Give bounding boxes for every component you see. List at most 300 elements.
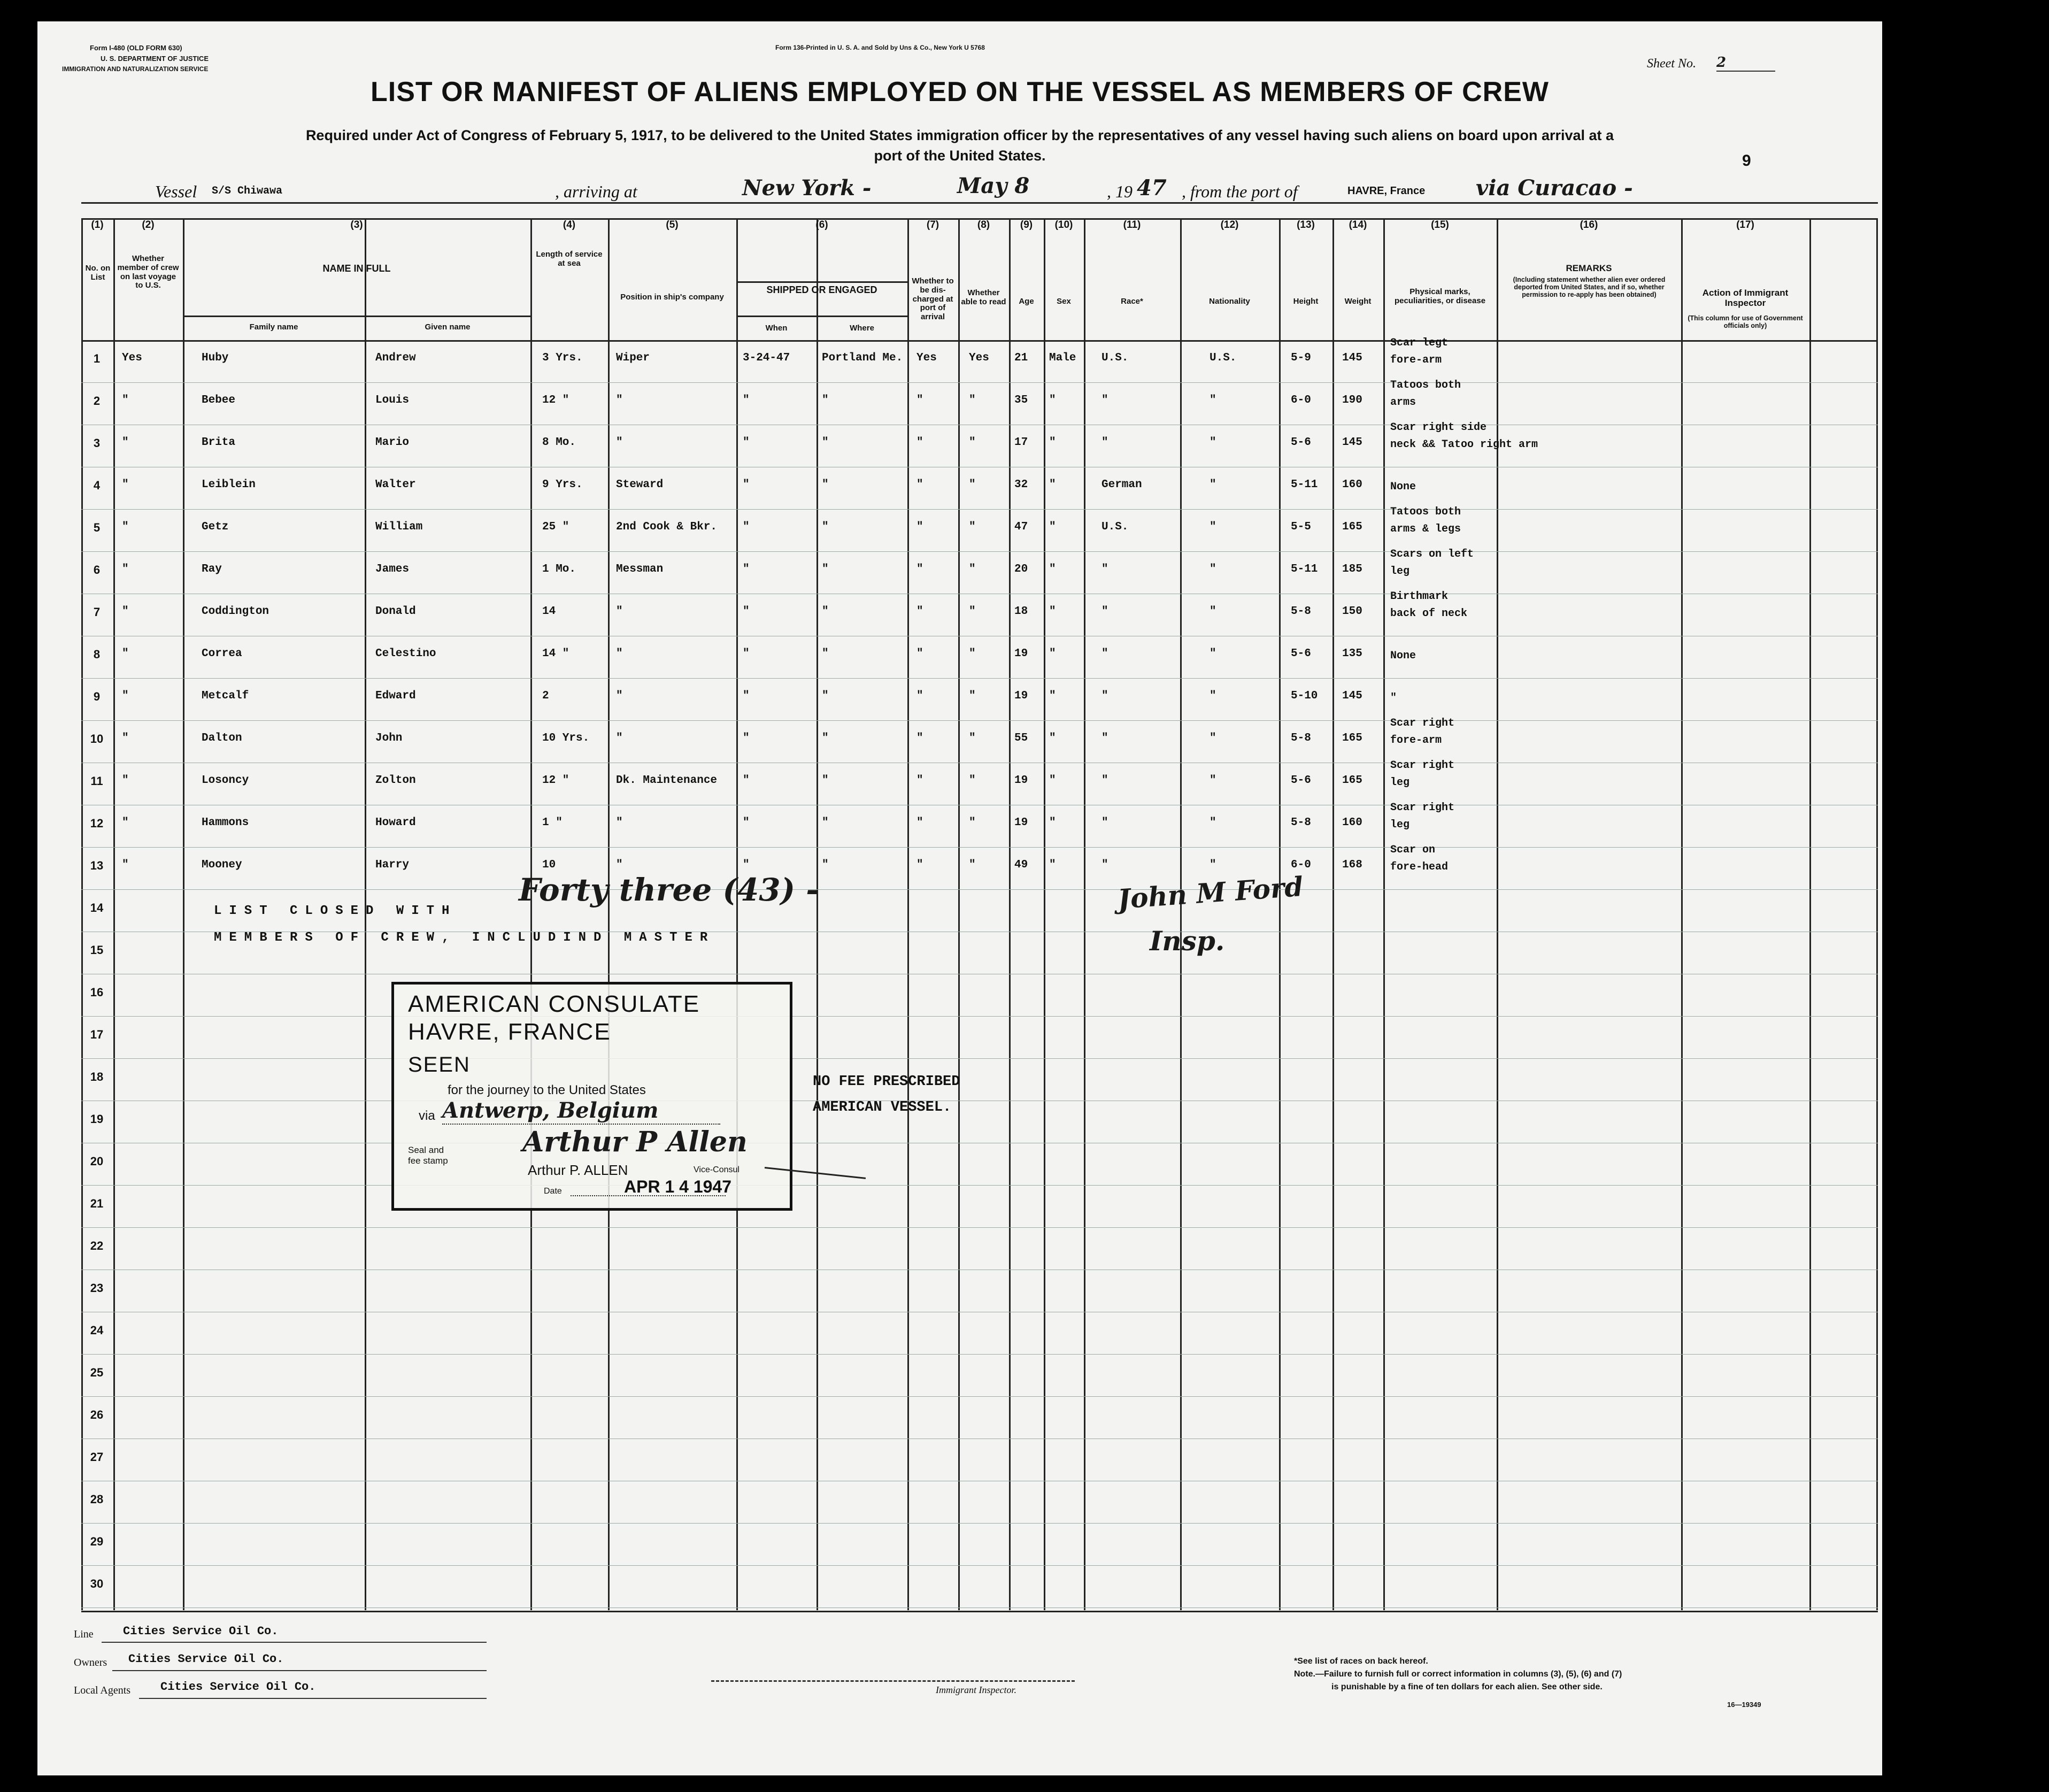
header-subrule xyxy=(736,316,907,317)
cell-weight: 165 xyxy=(1342,774,1362,787)
service-name: IMMIGRATION AND NATURALIZATION SERVICE xyxy=(62,65,209,73)
cell-read: " xyxy=(969,648,976,660)
cell-when: " xyxy=(743,563,750,575)
cell-sex: " xyxy=(1049,859,1056,871)
column-3-number: (3) xyxy=(350,219,363,230)
column-divider xyxy=(1383,218,1385,1610)
row-number: 17 xyxy=(90,1028,104,1041)
cell-given: James xyxy=(375,563,410,575)
cell-nat: " xyxy=(1210,774,1216,787)
cell-given: Edward xyxy=(375,690,416,702)
corner-mark: 9 xyxy=(1742,152,1751,170)
cell-weight: 145 xyxy=(1342,352,1362,364)
row-rule xyxy=(81,1354,1878,1355)
cell-position: " xyxy=(616,732,623,744)
footer-owners-rule xyxy=(112,1670,487,1671)
year-prefix: , 19 xyxy=(1107,182,1133,201)
inspector-title: Insp. xyxy=(1150,925,1225,957)
cell-crew: " xyxy=(122,479,129,491)
column-16-number: (16) xyxy=(1580,219,1598,230)
stamp-date-value: APR 1 4 1947 xyxy=(624,1177,732,1196)
cell-position: Wiper xyxy=(616,352,650,364)
cell-when: " xyxy=(743,479,750,491)
row-rule xyxy=(81,509,1878,510)
cell-position: 2nd Cook & Bkr. xyxy=(616,521,718,533)
row-rule xyxy=(81,1523,1878,1524)
cell-height: 5-6 xyxy=(1291,648,1311,660)
cell-service: 10 xyxy=(542,859,556,871)
row-number: 27 xyxy=(90,1450,104,1464)
column-divider xyxy=(1044,218,1045,1610)
cell-read: " xyxy=(969,859,976,871)
cell-when: " xyxy=(743,648,750,660)
cell-crew: " xyxy=(122,774,129,787)
column-17-header: Action of Immigrant Inspector xyxy=(1702,288,1789,309)
column-divider xyxy=(907,218,909,1610)
cell-disch: " xyxy=(916,859,923,871)
cell-where: " xyxy=(822,648,829,660)
row-number: 13 xyxy=(90,859,104,872)
cell-nat: " xyxy=(1210,732,1216,744)
cell-family: Leiblein xyxy=(202,479,256,491)
cell-family: Metcalf xyxy=(202,690,249,702)
cell-age: 20 xyxy=(1014,563,1028,575)
column-divider xyxy=(530,218,532,1610)
department-name: U. S. DEPARTMENT OF JUSTICE xyxy=(101,55,209,63)
column-14-header: Weight xyxy=(1344,297,1372,306)
stamp-via-label: via xyxy=(419,1109,435,1123)
row-rule xyxy=(81,382,1878,383)
cell-position: Steward xyxy=(616,479,664,491)
row-number: 25 xyxy=(90,1366,104,1379)
subtitle-line-1: Required under Act of Congress of February 5, 1917, to be delivered to the United States immigration officer by the representatives of any vessel having such aliens on board upon arrival at a xyxy=(305,127,1614,143)
column-3-header: NAME IN FULL xyxy=(322,263,391,274)
cell-read: " xyxy=(969,817,976,829)
column-divider xyxy=(81,218,83,1610)
cell-age: 19 xyxy=(1014,690,1028,702)
stamp-seen: SEEN xyxy=(408,1053,471,1076)
footer-inspector-label: Immigrant Inspector. xyxy=(936,1685,1016,1695)
stamp-date-label: Date xyxy=(544,1187,562,1196)
cell-family: Brita xyxy=(202,436,236,449)
cell-disch: " xyxy=(916,648,923,660)
cell-weight: 145 xyxy=(1342,690,1362,702)
row-number: 19 xyxy=(90,1112,104,1126)
column-9-number: (9) xyxy=(1020,219,1033,230)
cell-family: Correa xyxy=(202,648,242,660)
cell-physical-marks: Tatoos both xyxy=(1390,379,1461,391)
cell-service: 3 Yrs. xyxy=(542,352,583,364)
cell-when: " xyxy=(743,859,750,871)
cell-height: 5-8 xyxy=(1291,605,1311,618)
footer-line-value: Cities Service Oil Co. xyxy=(123,1625,279,1638)
column-16-header: REMARKS xyxy=(1566,263,1612,273)
cell-disch: Yes xyxy=(916,352,937,364)
stamp-officer-name: Arthur P. ALLEN xyxy=(528,1162,628,1178)
cell-family: Coddington xyxy=(202,605,269,618)
cell-nat: U.S. xyxy=(1210,352,1237,364)
cell-given: Donald xyxy=(375,605,416,618)
cell-physical-marks: Tatoos both xyxy=(1390,506,1461,518)
cell-disch: " xyxy=(916,605,923,618)
cell-crew: " xyxy=(122,859,129,871)
column-divider xyxy=(1681,218,1683,1610)
column-11-header: Race* xyxy=(1121,297,1143,306)
column-7-number: (7) xyxy=(926,219,939,230)
column-1-number: (1) xyxy=(91,219,104,230)
cell-height: 5-8 xyxy=(1291,817,1311,829)
cell-family: Getz xyxy=(202,521,229,533)
cell-position: " xyxy=(616,394,623,406)
column-6-header: SHIPPED OR ENGAGED xyxy=(766,284,877,295)
footer-races-note: *See list of races on back hereof. xyxy=(1294,1657,1428,1666)
column-6-number: (6) xyxy=(815,219,828,230)
cell-race: U.S. xyxy=(1101,521,1129,533)
arrival-year: 47 xyxy=(1137,175,1167,201)
footer-owners-label: Owners xyxy=(74,1657,107,1668)
cell-disch: " xyxy=(916,774,923,787)
cell-when: " xyxy=(743,521,750,533)
cell-disch: " xyxy=(916,394,923,406)
row-number: 9 xyxy=(93,690,101,703)
column-3-family-subheader: Family name xyxy=(249,322,298,332)
column-divider xyxy=(736,218,738,1610)
column-14-number: (14) xyxy=(1349,219,1367,230)
cell-where: " xyxy=(822,394,829,406)
cell-given: John xyxy=(375,732,403,744)
row-number: 21 xyxy=(90,1197,104,1210)
stamp-city: HAVRE, FRANCE xyxy=(408,1019,611,1045)
cell-height: 5-6 xyxy=(1291,774,1311,787)
column-5-number: (5) xyxy=(666,219,679,230)
cell-sex: Male xyxy=(1049,352,1076,364)
cell-physical-marks: Scar right xyxy=(1390,717,1455,729)
footer-line-rule xyxy=(102,1642,487,1643)
cell-physical-marks: Birthmark xyxy=(1390,590,1449,603)
row-number: 24 xyxy=(90,1324,104,1337)
cell-position: " xyxy=(616,690,623,702)
column-6-when-subheader: When xyxy=(765,324,788,333)
cell-sex: " xyxy=(1049,394,1056,406)
cell-read: " xyxy=(969,436,976,449)
cell-height: 5-11 xyxy=(1291,479,1318,491)
cell-height: 5-10 xyxy=(1291,690,1318,702)
cell-sex: " xyxy=(1049,690,1056,702)
row-number: 29 xyxy=(90,1535,104,1548)
cell-read: " xyxy=(969,394,976,406)
cell-sex: " xyxy=(1049,479,1056,491)
cell-given: Harry xyxy=(375,859,410,871)
column-8-header: Whether able to read xyxy=(961,288,1006,306)
inspector-signature-line xyxy=(711,1680,1075,1682)
cell-physical-marks: fore-arm xyxy=(1390,734,1442,747)
vessel-label: Vessel xyxy=(155,182,197,201)
cell-race: " xyxy=(1101,859,1108,871)
cell-crew: " xyxy=(122,436,129,449)
row-number: 8 xyxy=(93,648,101,661)
cell-race: " xyxy=(1101,732,1108,744)
arrival-date: May 8 xyxy=(957,173,1030,198)
footer-agents-rule xyxy=(139,1698,487,1699)
cell-service: 2 xyxy=(542,690,549,702)
row-number: 4 xyxy=(93,479,101,492)
cell-physical-marks: back of neck xyxy=(1390,607,1468,620)
column-15-header: Physical marks, peculiarities, or disease xyxy=(1394,287,1486,305)
row-number: 22 xyxy=(90,1239,104,1252)
cell-where: Portland Me. xyxy=(822,352,903,364)
row-number: 12 xyxy=(90,817,104,830)
cell-physical-marks: " xyxy=(1390,692,1397,704)
cell-when: " xyxy=(743,774,750,787)
cell-height: 5-8 xyxy=(1291,732,1311,744)
row-number: 30 xyxy=(90,1577,104,1590)
cell-position: " xyxy=(616,817,623,829)
cell-read: " xyxy=(969,563,976,575)
manifest-sheet xyxy=(37,21,1882,1775)
cell-read: " xyxy=(969,521,976,533)
cell-service: 1 " xyxy=(542,817,563,829)
cell-nat: " xyxy=(1210,563,1216,575)
cell-height: 5-11 xyxy=(1291,563,1318,575)
row-number: 20 xyxy=(90,1155,104,1168)
column-divider xyxy=(1876,218,1878,1610)
cell-disch: " xyxy=(916,817,923,829)
stamp-via-rule xyxy=(442,1124,720,1125)
cell-physical-marks: leg xyxy=(1390,565,1410,578)
cell-height: 5-5 xyxy=(1291,521,1311,533)
cell-race: " xyxy=(1101,817,1108,829)
cell-height: 6-0 xyxy=(1291,394,1311,406)
cell-service: 14 " xyxy=(542,648,569,660)
sheet-number-rule xyxy=(1716,71,1775,72)
cell-when: " xyxy=(743,690,750,702)
cell-where: " xyxy=(822,436,829,449)
cell-given: Andrew xyxy=(375,352,416,364)
cell-service: 12 " xyxy=(542,774,569,787)
column-3-given-subheader: Given name xyxy=(425,322,471,332)
row-number: 16 xyxy=(90,986,104,999)
cell-family: Bebee xyxy=(202,394,236,406)
cell-age: 19 xyxy=(1014,774,1028,787)
cell-nat: " xyxy=(1210,394,1216,406)
cell-race: " xyxy=(1101,690,1108,702)
column-divider xyxy=(958,218,960,1610)
cell-nat: " xyxy=(1210,648,1216,660)
footer-form-code: 16—19349 xyxy=(1727,1701,1761,1709)
cell-service: 1 Mo. xyxy=(542,563,576,575)
cell-weight: 168 xyxy=(1342,859,1362,871)
footer-agents-value: Cities Service Oil Co. xyxy=(160,1680,316,1694)
cell-family: Hammons xyxy=(202,817,249,829)
cell-read: " xyxy=(969,690,976,702)
cell-when: " xyxy=(743,394,750,406)
column-divider xyxy=(1180,218,1182,1610)
cell-weight: 135 xyxy=(1342,648,1362,660)
column-divider xyxy=(1084,218,1085,1610)
cell-position: " xyxy=(616,859,623,871)
footer-divider xyxy=(81,1611,1878,1612)
cell-age: 49 xyxy=(1014,859,1028,871)
stamp-journey: for the journey to the United States xyxy=(448,1083,646,1097)
cell-disch: " xyxy=(916,479,923,491)
row-number: 3 xyxy=(93,436,101,450)
list-closed-count: Forty three (43) - xyxy=(519,872,819,908)
cell-race: " xyxy=(1101,436,1108,449)
cell-weight: 160 xyxy=(1342,479,1362,491)
stamp-signature: Arthur P Allen xyxy=(522,1126,748,1158)
cell-service: 8 Mo. xyxy=(542,436,576,449)
cell-physical-marks: Scar legt xyxy=(1390,337,1449,349)
column-10-header: Sex xyxy=(1057,297,1071,306)
inspector-signature: John M Ford xyxy=(1116,870,1304,916)
cell-when: " xyxy=(743,605,750,618)
cell-race: " xyxy=(1101,648,1108,660)
row-number: 28 xyxy=(90,1493,104,1506)
row-rule xyxy=(81,1227,1878,1228)
cell-when: " xyxy=(743,817,750,829)
cell-disch: " xyxy=(916,521,923,533)
cell-position: Dk. Maintenance xyxy=(616,774,718,787)
column-7-header: Whether to be dis-charged at port of arrival xyxy=(912,276,954,322)
cell-given: Mario xyxy=(375,436,410,449)
departure-via: via Curacao - xyxy=(1476,175,1633,201)
column-17-number: (17) xyxy=(1736,219,1754,230)
cell-race: " xyxy=(1101,563,1108,575)
row-number: 14 xyxy=(90,901,104,914)
stamp-consulate: AMERICAN CONSULATE xyxy=(408,991,700,1017)
cell-physical-marks: Scar on xyxy=(1390,844,1436,856)
cell-race: " xyxy=(1101,774,1108,787)
cell-age: 19 xyxy=(1014,648,1028,660)
footer-owners-value: Cities Service Oil Co. xyxy=(128,1652,284,1666)
cell-height: 5-9 xyxy=(1291,352,1311,364)
cell-crew: " xyxy=(122,732,129,744)
cell-age: 17 xyxy=(1014,436,1028,449)
sheet-number: 2 xyxy=(1716,55,1727,71)
column-divider xyxy=(183,218,184,1610)
cell-weight: 185 xyxy=(1342,563,1362,575)
column-divider xyxy=(113,218,115,1610)
row-rule xyxy=(81,720,1878,721)
cell-disch: " xyxy=(916,436,923,449)
cell-crew: " xyxy=(122,563,129,575)
column-divider xyxy=(1497,218,1498,1610)
cell-service: 25 " xyxy=(542,521,569,533)
cell-physical-marks: leg xyxy=(1390,776,1410,789)
cell-weight: 150 xyxy=(1342,605,1362,618)
row-number: 18 xyxy=(90,1070,104,1083)
cell-family: Mooney xyxy=(202,859,242,871)
arrival-port: New York - xyxy=(742,175,872,201)
list-closed-label: LIST CLOSED WITH xyxy=(214,904,457,918)
no-fee-line-1: NO FEE PRESCRIBED xyxy=(813,1074,960,1090)
column-divider xyxy=(608,218,610,1610)
cell-race: " xyxy=(1101,605,1108,618)
column-10-number: (10) xyxy=(1054,219,1073,230)
cell-weight: 165 xyxy=(1342,521,1362,533)
column-8-number: (8) xyxy=(977,219,990,230)
row-rule xyxy=(81,847,1878,848)
column-17-subheader: (This column for use of Government officials only) xyxy=(1688,314,1803,329)
page-title: LIST OR MANIFEST OF ALIENS EMPLOYED ON THE VESSEL AS MEMBERS OF CREW xyxy=(371,76,1549,107)
cell-age: 47 xyxy=(1014,521,1028,533)
cell-where: " xyxy=(822,521,829,533)
column-divider xyxy=(1009,218,1011,1610)
cell-weight: 165 xyxy=(1342,732,1362,744)
column-13-number: (13) xyxy=(1297,219,1315,230)
cell-service: 14 xyxy=(542,605,556,618)
cell-where: " xyxy=(822,563,829,575)
cell-nat: " xyxy=(1210,859,1216,871)
cell-position: " xyxy=(616,648,623,660)
column-5-header: Position in ship's company xyxy=(620,293,724,302)
column-4-header: Length of service at sea xyxy=(536,250,603,268)
column-12-number: (12) xyxy=(1220,219,1239,230)
cell-where: " xyxy=(822,774,829,787)
row-number: 1 xyxy=(93,352,101,365)
cell-physical-marks: None xyxy=(1390,650,1416,662)
cell-age: 35 xyxy=(1014,394,1028,406)
cell-given: Louis xyxy=(375,394,410,406)
cell-physical-marks: None xyxy=(1390,481,1416,493)
row-rule xyxy=(81,678,1878,679)
cell-age: 32 xyxy=(1014,479,1028,491)
cell-given: Walter xyxy=(375,479,416,491)
cell-sex: " xyxy=(1049,563,1056,575)
cell-when: " xyxy=(743,436,750,449)
cell-where: " xyxy=(822,690,829,702)
row-number: 7 xyxy=(93,605,101,619)
row-rule xyxy=(81,1016,1878,1017)
cell-crew: Yes xyxy=(122,352,142,364)
row-number: 2 xyxy=(93,394,101,407)
cell-read: " xyxy=(969,732,976,744)
column-4-number: (4) xyxy=(563,219,576,230)
footer-line-label: Line xyxy=(74,1628,94,1640)
cell-physical-marks: arms xyxy=(1390,396,1416,409)
cell-read: Yes xyxy=(969,352,989,364)
cell-family: Huby xyxy=(202,352,229,364)
cell-service: 9 Yrs. xyxy=(542,479,583,491)
column-divider xyxy=(816,218,818,1610)
row-rule xyxy=(81,1396,1878,1397)
cell-nat: " xyxy=(1210,690,1216,702)
column-9-header: Age xyxy=(1019,297,1034,306)
cell-given: Zolton xyxy=(375,774,416,787)
cell-family: Ray xyxy=(202,563,222,575)
cell-height: 5-6 xyxy=(1291,436,1311,449)
cell-crew: " xyxy=(122,394,129,406)
column-12-header: Nationality xyxy=(1209,297,1250,306)
cell-position: " xyxy=(616,605,623,618)
cell-disch: " xyxy=(916,690,923,702)
column-15-number: (15) xyxy=(1431,219,1449,230)
subtitle-line-2: port of the United States. xyxy=(874,148,1046,164)
cell-sex: " xyxy=(1049,521,1056,533)
cell-crew: " xyxy=(122,605,129,618)
column-11-number: (11) xyxy=(1123,219,1141,230)
column-13-header: Height xyxy=(1293,297,1319,306)
header-subrule xyxy=(736,281,907,283)
cell-read: " xyxy=(969,774,976,787)
footer-note-line-1: Note.—Failure to furnish full or correct information in columns (3), (5), (6) and (7) xyxy=(1294,1670,1622,1679)
column-2-header: Whether member of crew on last voyage to U.S. xyxy=(117,254,179,290)
column-1-header: No. on List xyxy=(85,264,111,282)
cell-position: " xyxy=(616,436,623,449)
cell-physical-marks: Scar right xyxy=(1390,802,1455,814)
cell-race: U.S. xyxy=(1101,352,1129,364)
cell-when: " xyxy=(743,732,750,744)
